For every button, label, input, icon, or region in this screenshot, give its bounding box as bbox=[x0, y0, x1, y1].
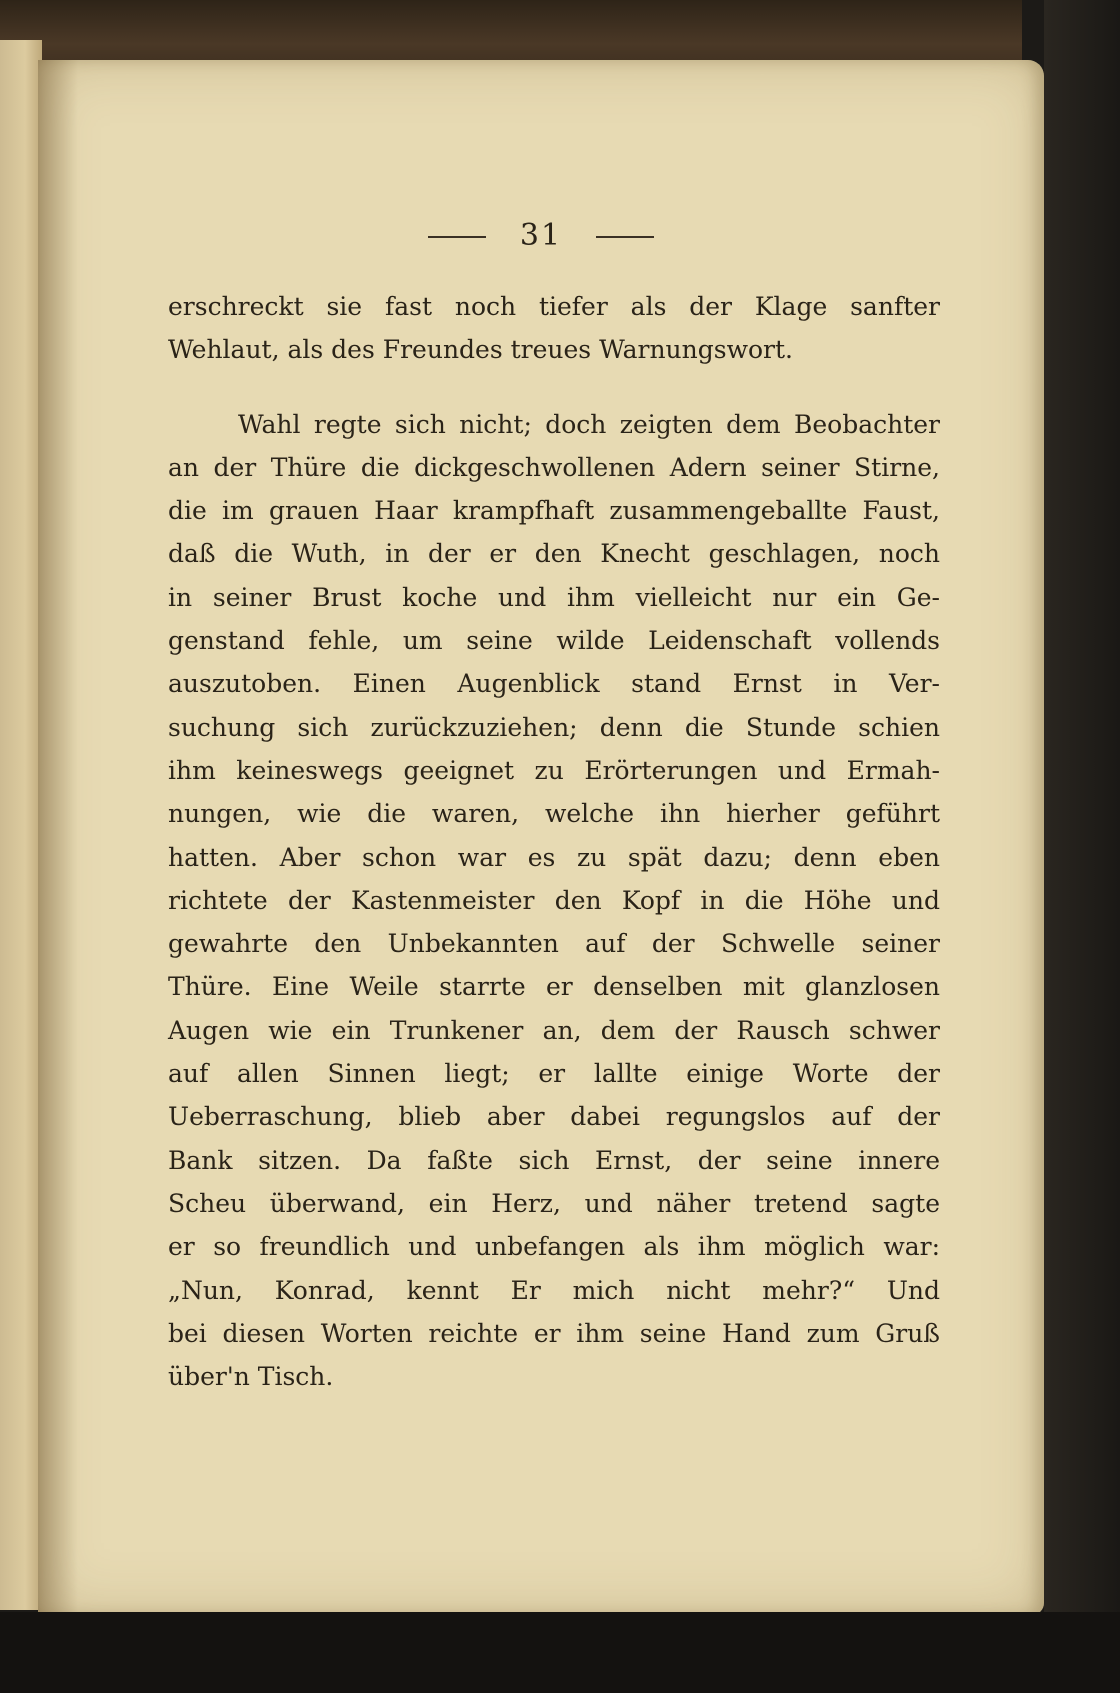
gutter-shadow bbox=[38, 60, 78, 1615]
text-line: gewahrte den Unbekannten auf der Schwelle seiner bbox=[168, 929, 940, 959]
background-right bbox=[1044, 0, 1120, 1693]
text-line: „Nun, Konrad, kennt Er mich nicht mehr?“ Und bbox=[168, 1275, 940, 1305]
folio-rule-right bbox=[596, 236, 654, 238]
text-line: Wahl regte sich nicht; doch zeigten dem Beobachter bbox=[238, 409, 940, 439]
page-number: 31 bbox=[519, 218, 563, 253]
text-line: Ueberraschung, blieb aber dabei regungslos auf der bbox=[168, 1102, 940, 1132]
text-line: ihm keineswegs geeignet zu Erörterungen und Ermah- bbox=[168, 755, 940, 785]
body-text bbox=[168, 285, 940, 1398]
text-line: auf allen Sinnen liegt; er lallte einige Worte der bbox=[168, 1059, 940, 1089]
text-line: Bank sitzen. Da faßte sich Ernst, der seine innere bbox=[168, 1145, 940, 1175]
paragraph-2 bbox=[168, 403, 940, 1399]
text-line: erschreckt sie fast noch tiefer als der Klage sanfter bbox=[168, 292, 940, 321]
text-line: nungen, wie die waren, welche ihn hierher geführt bbox=[168, 799, 940, 829]
text-line: genstand fehle, um seine wilde Leidenschaft vollends bbox=[168, 626, 940, 656]
text-line: er so freundlich und unbefangen als ihm möglich war: bbox=[168, 1232, 940, 1262]
text-line: an der Thüre die dickgeschwollenen Adern seiner Stirne, bbox=[168, 452, 940, 482]
text-line: daß die Wuth, in der er den Knecht geschlagen, noch bbox=[168, 539, 940, 569]
text-line: über'n Tisch. bbox=[168, 1362, 334, 1392]
text-line: richtete der Kastenmeister den Kopf in die Höhe und bbox=[168, 885, 940, 915]
background-bottom bbox=[0, 1612, 1120, 1693]
text-line: in seiner Brust koche und ihm vielleicht nur ein Ge- bbox=[168, 582, 940, 612]
left-page-edge bbox=[0, 40, 42, 1610]
book-page bbox=[38, 60, 1044, 1615]
text-line: die im grauen Haar krampfhaft zusammengeballte Faust, bbox=[168, 496, 940, 526]
page-number-header bbox=[38, 218, 1044, 253]
text-line: hatten. Aber schon war es zu spät dazu; denn eben bbox=[168, 842, 940, 872]
text-line: Scheu überwand, ein Herz, und näher tretend sagte bbox=[168, 1188, 940, 1218]
text-line: Wehlaut, als des Freundes treues Warnungswort. bbox=[168, 335, 793, 365]
text-line: bei diesen Worten reichte er ihm seine Hand zum Gruß bbox=[168, 1318, 940, 1348]
folio-rule-left bbox=[428, 236, 486, 238]
paragraph-1 bbox=[168, 285, 940, 372]
text-line: auszutoben. Einen Augenblick stand Ernst in Ver- bbox=[168, 669, 940, 699]
text-line: Thüre. Eine Weile starrte er denselben mit glanzlosen bbox=[168, 972, 940, 1002]
text-line: suchung sich zurückzuziehen; denn die Stunde schien bbox=[168, 712, 940, 742]
text-line: Augen wie ein Trunkener an, dem der Rausch schwer bbox=[168, 1015, 940, 1045]
paragraph-gap bbox=[168, 372, 940, 403]
